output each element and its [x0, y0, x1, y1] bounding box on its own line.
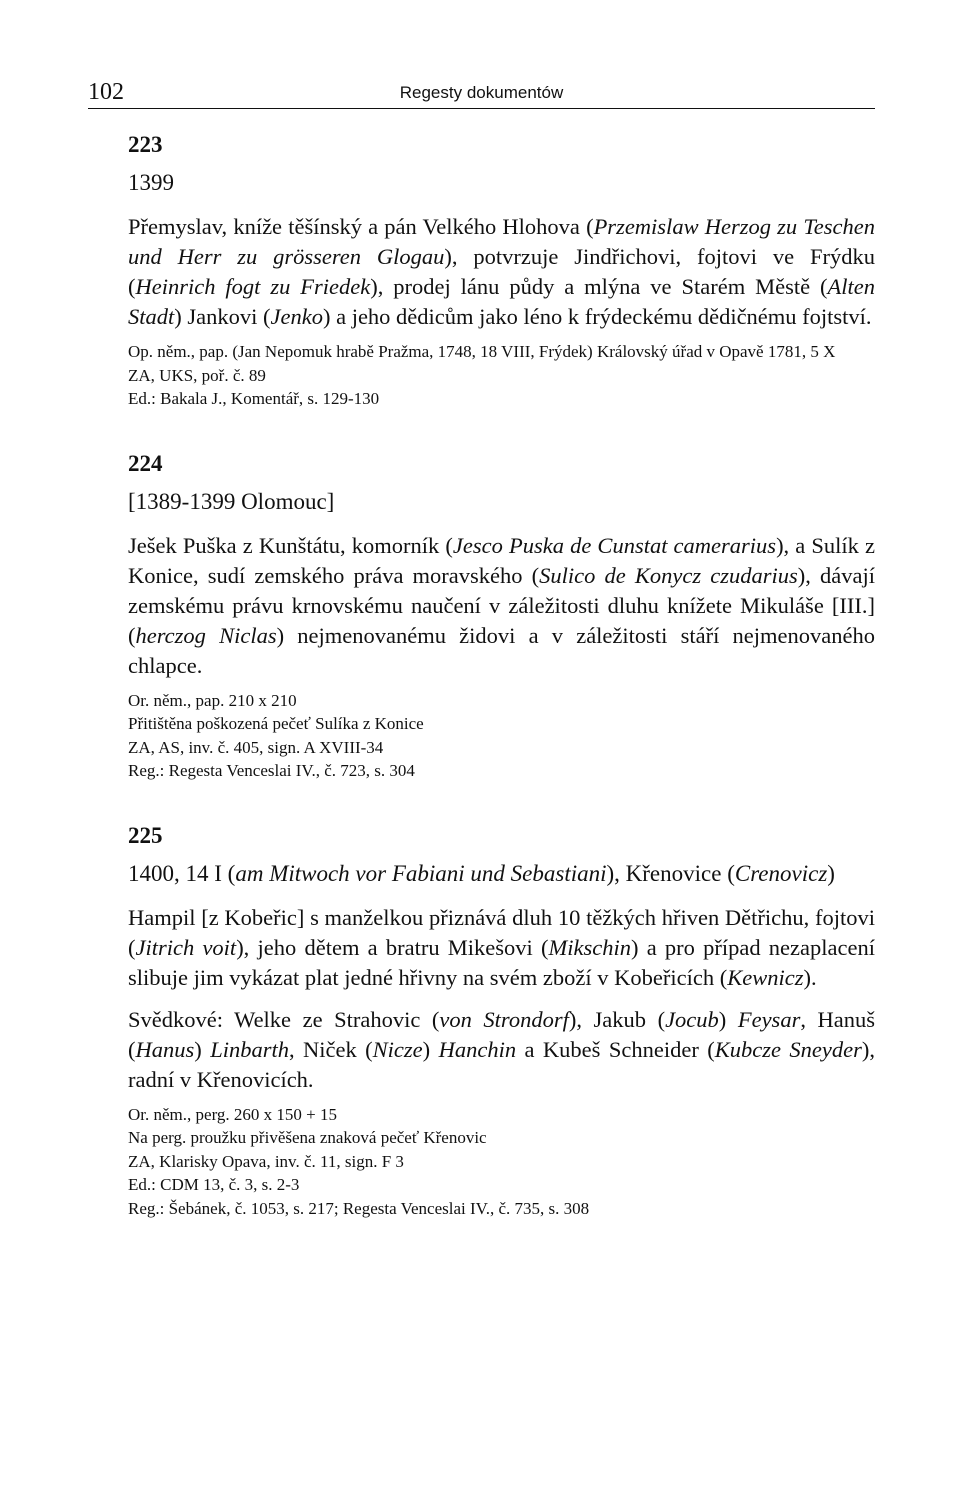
note-line: Or. něm., pap. 210 x 210 [128, 690, 297, 710]
note-line: Reg.: Šebánek, č. 1053, s. 217; Regesta Venceslai IV., č. 735, s. 308 [128, 1198, 590, 1218]
note-line: ZA, Klarisky Opava, inv. č. 11, sign. F 3 [128, 1151, 404, 1171]
entry-summary: Ješek Puška z Kunštátu, komorník (Jesco Puska de Cunstat camerarius), a Sulík z Konice, sudí zemského práva moravského (Sulico de Konycz czudarius), dávají zemskému právu krnovskému naučení v záležitosti dluhu knížete Mikuláše [III.] (herczog Niclas) nejmenovanému židovi a v záležitosti stáří nejmenovaného chlapce. [128, 532, 876, 678]
page-header [88, 78, 875, 109]
running-title: Regesty dokumentów [399, 83, 564, 102]
entries [128, 128, 875, 1220]
latin-german-term: Hanchin [438, 1036, 517, 1062]
note-line: Reg.: Regesta Venceslai IV., č. 723, s. 304 [128, 761, 415, 780]
latin-german-term: Kewnicz [727, 964, 804, 990]
latin-german-term: Hanus [135, 1036, 195, 1062]
note-line: Or. něm., perg. 260 x 150 + 15 [128, 1104, 338, 1124]
latin-german-term: Sulico de Konycz czudarius [539, 562, 798, 588]
latin-german-term: Kubcze Sneyder [714, 1036, 862, 1062]
latin-german-term: Heinrich fogt zu Friedek [135, 274, 371, 299]
entry-summary: Přemyslav, kníže těšínský a pán Velkého Hlohova (Przemislaw Herzog zu Teschen und Herr zu grösseren Glogau), potvrzuje Jindřichovi, fojtovi ve Frýdku (Heinrich fogt zu Friedek), prodej lánu půdy a mlýna ve Starém Městě (Alten Stadt) Jankovi (Jenko) a jeho dědicům jako léno k frýdeckému dědičnému fojtství. [128, 214, 875, 329]
note-line: ZA, AS, inv. č. 405, sign. A XVIII-34 [128, 737, 384, 757]
note-line: Op. něm., pap. (Jan Nepomuk hrabě Pražma, 1748, 18 VIII, Frýdek) Královský úřad v Opavě 1781, 5 X [128, 342, 836, 361]
entry-number: 223 [128, 132, 163, 157]
latin-german-term: Jenko [270, 304, 323, 329]
entry-notes [128, 1103, 875, 1221]
entry-summary: Hampil [z Kobeřic] s manželkou přiznává dluh 10 těžkých hřiven Dětřichu, fojtovi (Jitrich voit), jeho dětem a bratru Mikešovi (Mikschin) a pro případ nezaplacení slibuje jim vykázat plat jedné hřivny na svém zboží v Kobeřicích (Kewnicz). [128, 904, 875, 990]
entry-date: [1389-1399 Olomouc] [128, 488, 335, 514]
latin-german-term: Feysar [737, 1006, 801, 1032]
note-line: Ed.: CDM 13, č. 3, s. 2-3 [128, 1175, 300, 1194]
latin-german-term: Linbarth [210, 1036, 289, 1062]
entry-notes [128, 689, 875, 783]
latin-german-term: Przemislaw Herzog zu Teschen und Herr zu grösseren Glogau [128, 214, 875, 269]
latin-german-term: Crenovicz [734, 860, 828, 886]
note-line: Ed.: Bakala J., Komentář, s. 129-130 [128, 389, 380, 408]
entry-witnesses: Svědkové: Welke ze Strahovic (von Strondorf), Jakub (Jocub) Feysar, Hanuš (Hanus) Linbarth, Niček (Nicze) Hanchin a Kubeš Schneider (Kubcze Sneyder), radní v Křenovicích. [128, 1006, 875, 1092]
latin-german-term: Jitrich voit [135, 934, 237, 960]
entry-number: 225 [128, 822, 163, 848]
latin-german-term: am Mitwoch vor Fabiani und Sebastiani [235, 860, 607, 886]
entry-date: 1400, 14 I (am Mitwoch vor Fabiani und Sebastiani), Křenovice (Crenovicz) [128, 860, 835, 886]
latin-german-term: Jocub [665, 1006, 719, 1032]
note-line: ZA, UKS, poř. č. 89 [128, 365, 266, 385]
entry-223 [128, 128, 875, 411]
entry-number: 224 [128, 450, 163, 476]
entry-225 [128, 819, 875, 1221]
latin-german-term: von Strondorf [439, 1006, 569, 1032]
latin-german-term: Jesco Puska de Cunstat camerarius [452, 532, 777, 558]
latin-german-term: Mikschin [548, 934, 631, 960]
entry-224 [128, 447, 875, 783]
note-line: Na perg. proužku přivěšena znaková pečeť Křenovic [128, 1128, 487, 1147]
latin-german-term: Nicze [372, 1036, 423, 1062]
document-page [88, 0, 875, 1492]
note-line: Přitištěna poškozená pečeť Sulíka z Konice [128, 714, 424, 733]
latin-german-term: Alten Stadt [128, 274, 875, 329]
latin-german-term: herczog Niclas [135, 622, 277, 648]
entry-notes [128, 340, 875, 411]
page-number: 102 [88, 79, 124, 105]
entry-date: 1399 [128, 170, 174, 195]
